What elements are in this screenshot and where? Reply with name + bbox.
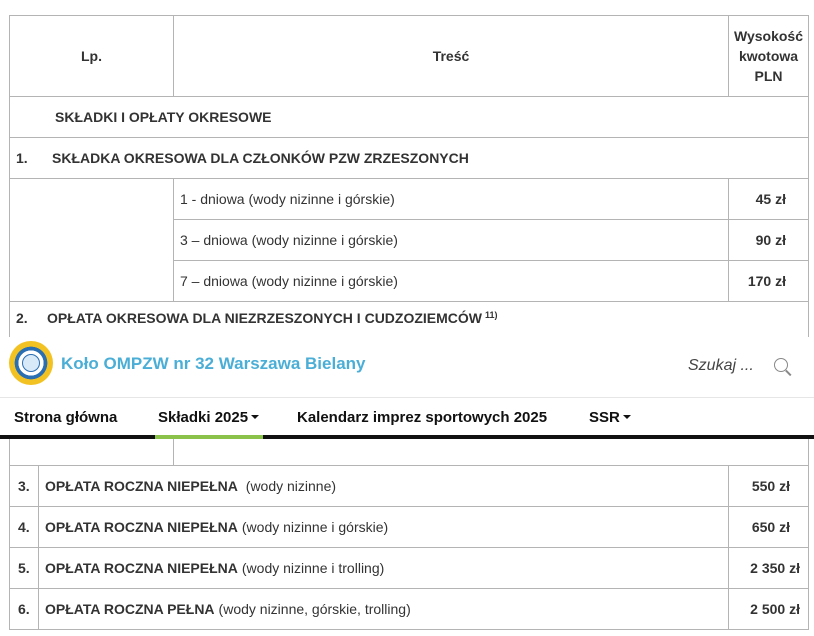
- nav-ssr[interactable]: SSR: [589, 409, 631, 426]
- row-3-detail: (wody nizinne): [241, 478, 337, 494]
- row-4-detail: (wody nizinne i górskie): [241, 519, 389, 535]
- row-6-detail: (wody nizinne, górskie, trolling): [218, 601, 411, 617]
- subrow-2-price: 90 zł: [728, 219, 809, 261]
- row-1: [9, 137, 809, 179]
- row-6-price: 2 500 zł: [728, 588, 809, 630]
- row-2: [9, 301, 809, 341]
- row-6-label: OPŁATA ROCZNA PEŁNA: [45, 601, 215, 617]
- header-lp: Lp.: [9, 15, 174, 97]
- pzw-circle-logo-icon[interactable]: [9, 341, 53, 385]
- row-4-number: 4.: [9, 506, 39, 548]
- row-2-label: OPŁATA OKRESOWA DLA NIEZRZESZONYCH I CUDZOZIEMCÓW: [47, 310, 483, 326]
- row-1-label: SKŁADKA OKRESOWA DLA CZŁONKÓW PZW ZRZESZONYCH: [52, 150, 469, 166]
- row-2-number: 2.: [16, 310, 28, 326]
- table-vertical-stub: [173, 439, 174, 465]
- row-6-number: 6.: [9, 588, 39, 630]
- section-title-row: SKŁADKI I OPŁATY OKRESOWE: [9, 96, 809, 138]
- nav-kalendarz[interactable]: Kalendarz imprez sportowych 2025: [297, 409, 548, 426]
- row-3-label: OPŁATA ROCZNA NIEPEŁNA: [45, 478, 238, 494]
- chevron-down-icon: [623, 415, 631, 419]
- table-right-stub: [808, 439, 809, 465]
- subrow-3-price: 170 zł: [728, 260, 809, 302]
- row-4-label: OPŁATA ROCZNA NIEPEŁNA: [45, 519, 238, 535]
- row-5-label: OPŁATA ROCZNA NIEPEŁNA: [45, 560, 238, 576]
- subrow-3-desc: 7 – dniowa (wody nizinne i górskie): [173, 260, 729, 302]
- search-input[interactable]: Szukaj ...: [688, 357, 754, 374]
- row-1-lp-empty: [9, 178, 174, 302]
- row-3-number: 3.: [9, 465, 39, 507]
- row-1-number: 1.: [16, 150, 28, 166]
- row-6-desc: [38, 588, 729, 630]
- row-4-price: 650 zł: [728, 506, 809, 548]
- row-5-detail: (wody nizinne i trolling): [241, 560, 385, 576]
- subrow-1-price: 45 zł: [728, 178, 809, 220]
- row-3-desc: [38, 465, 729, 507]
- subrow-1-desc: 1 - dniowa (wody nizinne i górskie): [173, 178, 729, 220]
- subrow-2-desc: 3 – dniowa (wody nizinne i górskie): [173, 219, 729, 261]
- nav-skladki-2025[interactable]: Składki 2025: [158, 409, 259, 426]
- row-5-price: 2 350 zł: [728, 547, 809, 589]
- chevron-down-icon: [251, 415, 259, 419]
- row-3-price: 550 zł: [728, 465, 809, 507]
- header-tresc: Treść: [173, 15, 729, 97]
- row-5-desc: [38, 547, 729, 589]
- row-2-footnote: 11): [485, 310, 498, 320]
- header-wysokosc: Wysokość kwotowa PLN: [728, 15, 809, 97]
- active-tab-indicator: [155, 435, 263, 439]
- navbar-bottom-border: [0, 435, 814, 439]
- site-title[interactable]: Koło OMPZW nr 32 Warszawa Bielany: [61, 354, 366, 373]
- nav-strona-glowna[interactable]: Strona główna: [14, 409, 118, 426]
- search-icon[interactable]: [774, 358, 788, 372]
- row-4-desc: [38, 506, 729, 548]
- row-5-number: 5.: [9, 547, 39, 589]
- header-divider: [0, 397, 814, 398]
- table-left-stub: [9, 439, 10, 465]
